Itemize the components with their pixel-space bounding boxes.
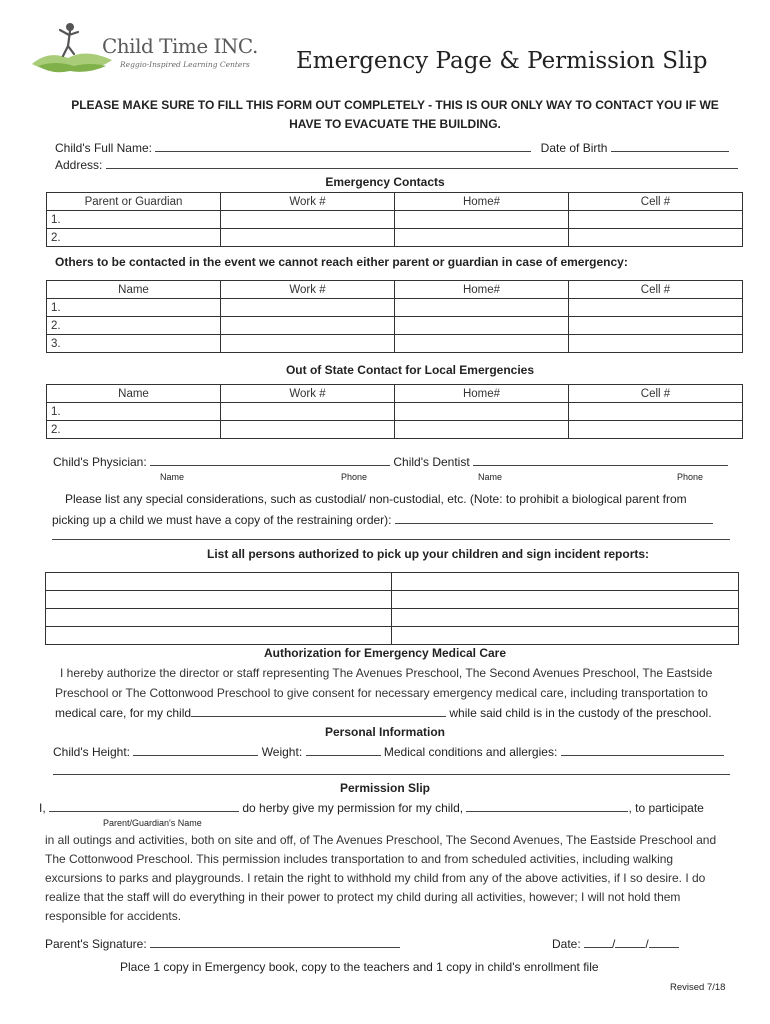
permission-body-1: in all outings and activities, both on site and off, of The Avenues Preschool, The Second Avenues, The Eastside Preschool and xyxy=(45,833,717,847)
date-label: Date: xyxy=(552,937,581,951)
signature-line xyxy=(45,936,400,951)
row-number[interactable]: 2. xyxy=(47,229,221,247)
others-table xyxy=(46,280,743,353)
dentist-phone-label: Phone xyxy=(677,472,704,482)
col-cell: Cell # xyxy=(569,281,743,299)
row-number[interactable]: 1. xyxy=(47,403,221,421)
medical-heading: Authorization for Emergency Medical Care xyxy=(263,646,507,660)
child-field[interactable] xyxy=(466,800,628,812)
table-row xyxy=(47,335,743,353)
signature-field[interactable] xyxy=(150,936,400,948)
page-title: Emergency Page & Permission Slip xyxy=(296,48,708,74)
cell-cell[interactable] xyxy=(569,421,743,439)
authorized-cell[interactable] xyxy=(46,573,392,591)
address-line xyxy=(55,157,738,172)
medical-conditions-label: Medical conditions and allergies: xyxy=(383,745,558,759)
table-header-row xyxy=(47,385,743,403)
col-home: Home# xyxy=(395,193,569,211)
home-cell[interactable] xyxy=(395,229,569,247)
home-cell[interactable] xyxy=(395,299,569,317)
home-cell[interactable] xyxy=(395,317,569,335)
emergency-contacts-heading: Emergency Contacts xyxy=(325,175,445,189)
date-line: Date: / / xyxy=(552,936,679,951)
special-field[interactable] xyxy=(395,512,713,524)
row-number[interactable]: 3. xyxy=(47,335,221,353)
table-row xyxy=(46,591,739,609)
dentist-field[interactable] xyxy=(473,454,728,466)
dob-field[interactable] xyxy=(611,140,729,152)
col-work: Work # xyxy=(221,193,395,211)
child-info-line xyxy=(55,140,729,155)
weight-label: Weight: xyxy=(261,745,303,759)
col-cell: Cell # xyxy=(569,385,743,403)
physician-field[interactable] xyxy=(150,454,390,466)
guardian-name-field[interactable] xyxy=(49,800,239,812)
authorized-cell[interactable] xyxy=(46,591,392,609)
special-line-2 xyxy=(52,512,713,527)
col-home: Home# xyxy=(395,281,569,299)
cell-cell[interactable] xyxy=(569,211,743,229)
table-row xyxy=(47,317,743,335)
col-name: Name xyxy=(47,385,221,403)
home-cell[interactable] xyxy=(395,421,569,439)
authorized-cell[interactable] xyxy=(392,573,739,591)
col-work: Work # xyxy=(221,385,395,403)
authorized-cell[interactable] xyxy=(392,609,739,627)
copies-note: Place 1 copy in Emergency book, copy to the teachers and 1 copy in child's enrollment file xyxy=(120,960,599,974)
cell-cell[interactable] xyxy=(569,299,743,317)
personal-line xyxy=(53,744,724,759)
dob-label: Date of Birth xyxy=(540,141,608,155)
work-cell[interactable] xyxy=(221,403,395,421)
out-of-state-heading: Out of State Contact for Local Emergencies xyxy=(285,363,535,377)
logo xyxy=(30,20,265,78)
work-cell[interactable] xyxy=(221,229,395,247)
work-cell[interactable] xyxy=(221,211,395,229)
home-cell[interactable] xyxy=(395,211,569,229)
cell-cell[interactable] xyxy=(569,229,743,247)
authorized-cell[interactable] xyxy=(392,627,739,645)
height-field[interactable] xyxy=(133,744,258,756)
medical-line-3-b: while said child is in the custody of the preschool. xyxy=(449,706,712,720)
table-row xyxy=(46,609,739,627)
medical-conditions-field[interactable] xyxy=(561,744,724,756)
date-year-field[interactable] xyxy=(649,936,679,948)
cell-cell[interactable] xyxy=(569,317,743,335)
table-row xyxy=(46,627,739,645)
row-number[interactable]: 2. xyxy=(47,317,221,335)
table-header-row xyxy=(47,281,743,299)
physician-name-label: Name xyxy=(160,472,185,482)
medical-line-3 xyxy=(55,705,712,720)
special-line-2-text: picking up a child we must have a copy of the restraining order): xyxy=(52,513,392,527)
medical-line-1: I hereby authorize the director or staff representing The Avenues Preschool, The Second Avenues Preschool, The Eastside xyxy=(60,666,713,680)
table-header-row xyxy=(47,193,743,211)
date-month-field[interactable] xyxy=(584,936,612,948)
special-field-line-2[interactable] xyxy=(52,539,730,540)
permission-body-4: realize that the staff will do everything in their power to protect my child during all activities, however; I will not hold them xyxy=(45,890,681,904)
emergency-contacts-table xyxy=(46,192,743,247)
medical-child-field[interactable] xyxy=(191,705,446,717)
child-name-label: Child's Full Name: xyxy=(55,141,152,155)
authorized-cell[interactable] xyxy=(392,591,739,609)
medical-line-2: Preschool or The Cottonwood Preschool to give consent for necessary emergency medical care, including transportation to xyxy=(55,686,708,700)
col-home: Home# xyxy=(395,385,569,403)
out-of-state-table xyxy=(46,384,743,439)
work-cell[interactable] xyxy=(221,299,395,317)
table-row xyxy=(47,211,743,229)
row-number[interactable]: 1. xyxy=(47,211,221,229)
permission-body-5: responsible for accidents. xyxy=(45,909,182,923)
cell-cell[interactable] xyxy=(569,335,743,353)
authorized-cell[interactable] xyxy=(46,627,392,645)
child-name-field[interactable] xyxy=(155,140,531,152)
guardian-name-label: Parent/Guardian's Name xyxy=(103,818,202,828)
permission-body-2: The Cottonwood Preschool. This permission includes transportation to and from scheduled activities, including walking xyxy=(45,852,674,866)
authorized-heading: List all persons authorized to pick up your children and sign incident reports: xyxy=(207,547,650,561)
logo-name: Child Time INC. xyxy=(102,34,258,58)
permission-i: I, xyxy=(39,801,46,815)
authorized-cell[interactable] xyxy=(46,609,392,627)
table-row xyxy=(47,229,743,247)
permission-give: do herby give my permission for my child, xyxy=(242,801,464,815)
col-name: Name xyxy=(47,281,221,299)
table-row xyxy=(47,421,743,439)
medical-conditions-field-line-2[interactable] xyxy=(53,774,730,775)
col-cell: Cell # xyxy=(569,193,743,211)
address-label: Address: xyxy=(55,158,103,172)
revised-note: Revised 7/18 xyxy=(670,982,726,993)
permission-first-line xyxy=(39,800,704,815)
work-cell[interactable] xyxy=(221,421,395,439)
home-cell[interactable] xyxy=(395,335,569,353)
date-day-field[interactable] xyxy=(615,936,645,948)
authorized-table xyxy=(45,572,739,645)
row-number[interactable]: 1. xyxy=(47,299,221,317)
table-row xyxy=(47,299,743,317)
cell-cell[interactable] xyxy=(569,403,743,421)
medical-line-3-a: medical care, for my child xyxy=(55,706,192,720)
weight-field[interactable] xyxy=(306,744,381,756)
physician-label: Child's Physician: xyxy=(53,455,147,469)
signature-label: Parent's Signature: xyxy=(45,937,147,951)
dentist-name-label: Name xyxy=(478,472,503,482)
table-row xyxy=(47,403,743,421)
permission-body-3: excursions to parks and playgrounds. I retain the right to withhold my child from any of the above activities, if I so desire. I do xyxy=(45,871,706,885)
personal-heading: Personal Information xyxy=(324,725,446,739)
row-number[interactable]: 2. xyxy=(47,421,221,439)
permission-heading: Permission Slip xyxy=(339,781,431,795)
dentist-label: Child's Dentist xyxy=(393,455,470,469)
others-heading: Others to be contacted in the event we cannot reach either parent or guardian in case of emergency: xyxy=(55,255,628,269)
height-label: Child's Height: xyxy=(53,745,130,759)
table-row xyxy=(46,573,739,591)
address-field[interactable] xyxy=(106,157,738,169)
notice: PLEASE MAKE SURE TO FILL THIS FORM OUT COMPLETELY - THIS IS OUR ONLY WAY TO CONTACT YOU IF WE HAVE TO EVACUATE THE BUILDING. xyxy=(71,98,719,131)
special-line-1: Please list any special considerations, such as custodial/ non-custodial, etc. (Note: to prohibit a biological parent from xyxy=(65,492,687,506)
col-work: Work # xyxy=(221,281,395,299)
home-cell[interactable] xyxy=(395,403,569,421)
work-cell[interactable] xyxy=(221,335,395,353)
permission-participate: , to participate xyxy=(628,801,704,815)
work-cell[interactable] xyxy=(221,317,395,335)
doctors-line xyxy=(53,454,728,469)
logo-tagline: Reggio-Inspired Learning Centers xyxy=(120,60,250,69)
col-parent-guardian: Parent or Guardian xyxy=(47,193,221,211)
physician-phone-label: Phone xyxy=(341,472,368,482)
